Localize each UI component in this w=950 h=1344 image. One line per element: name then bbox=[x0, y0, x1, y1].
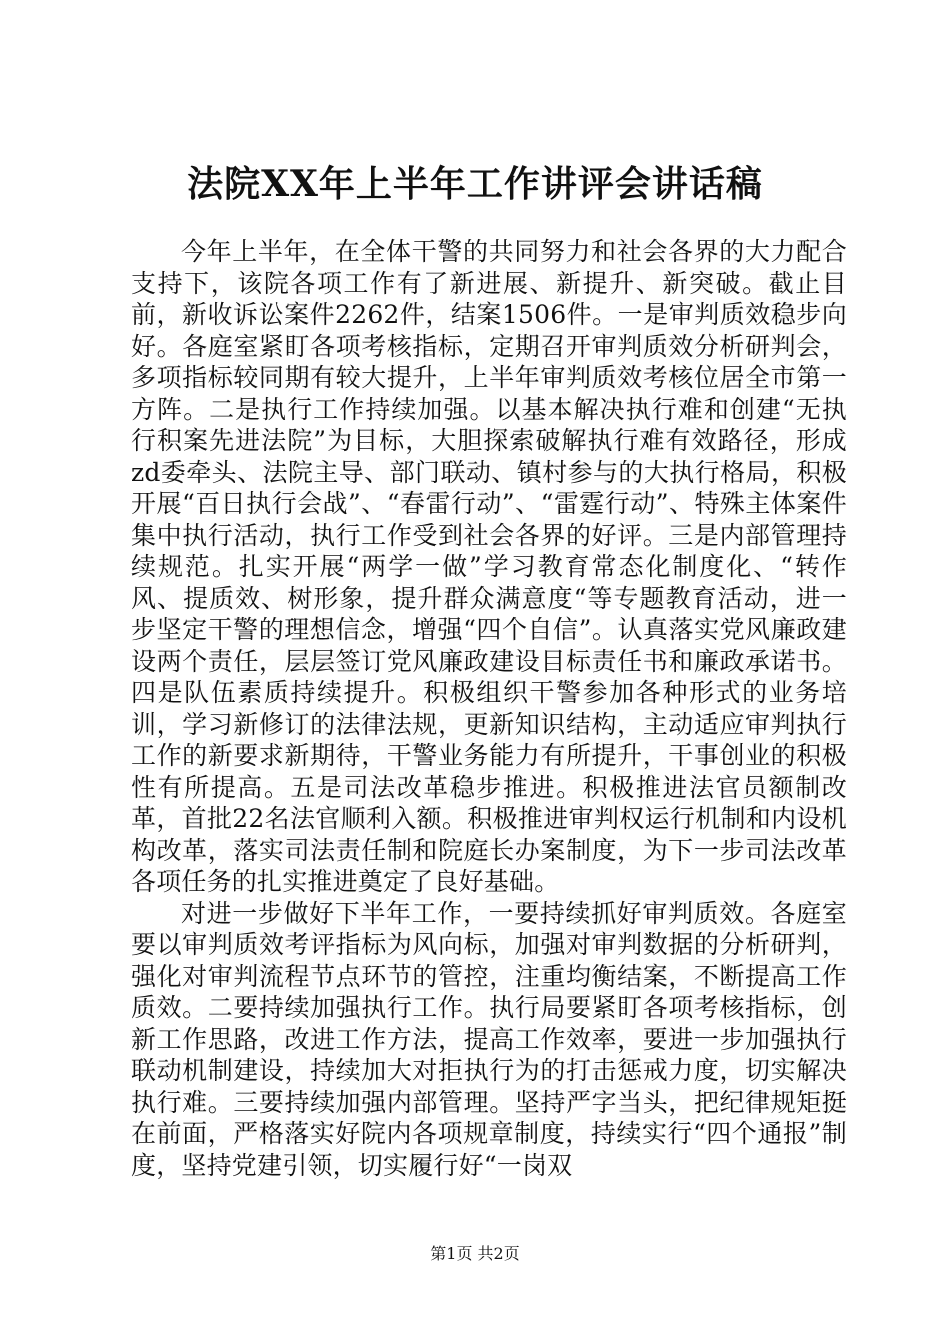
paragraph-2: 对进一步做好下半年工作，一要持续抓好审判质效。各庭室要以审判质效考评指标为风向标，加强对审判数据的分析研判，强化对审判流程节点环节的管控，注重均衡结案，不断提高工作质效。二要持续加强执行工作。执行局要紧盯各项考核指标，创新工作思路，改进工作方法，提高工作效率，要进一步加强执行联动机制建设，持续加大对拒执行为的打击惩戒力度，切实解决执行难。三要持续加强内部管理。坚持严字当头，把纪律规矩挺在前面，严格落实好院内各项规章制度，持续实行“四个通报”制度，坚持党建引领，切实履行好“一岗双 bbox=[131, 898, 847, 1180]
document-body bbox=[131, 236, 847, 1181]
paragraph-1: 今年上半年，在全体干警的共同努力和社会各界的大力配合支持下，该院各项工作有了新进展、新提升、新突破。截止目前，新收诉讼案件2262件，结案1506件。一是审判质效稳步向好。各庭室紧盯各项考核指标，定期召开审判质效分析研判会，多项指标较同期有较大提升，上半年审判质效考核位居全市第一方阵。二是执行工作持续加强。以基本解决执行难和创建“无执行积案先进法院”为目标，大胆探索破解执行难有效路径，形成zd委牵头、法院主导、部门联动、镇村参与的大执行格局，积极开展“百日执行会战”、“春雷行动”、“雷霆行动”、特殊主体案件集中执行活动，执行工作受到社会各界的好评。三是内部管理持续规范。扎实开展“两学一做”学习教育常态化制度化、“转作风、提质效、树形象，提升群众满意度“等专题教育活动，进一步坚定干警的理想信念，增强“四个自信”。认真落实党风廉政建设两个责任，层层签订党风廉政建设目标责任书和廉政承诺书。四是队伍素质持续提升。积极组织干警参加各种形式的业务培训，学习新修订的法律法规，更新知识结构，主动适应审判执行工作的新要求新期待，干警业务能力有所提升，干事创业的积极性有所提高。五是司法改革稳步推进。积极推进法官员额制改革，首批22名法官顺利入额。积极推进审判权运行机制和内设机构改革，落实司法责任制和院庭长办案制度，为下一步司法改革各项任务的扎实推进奠定了良好基础。 bbox=[131, 237, 847, 896]
page-number-footer: 第1页 共2页 bbox=[430, 1244, 520, 1263]
document-title: 法院XX年上半年工作讲评会讲话稿 bbox=[187, 163, 763, 205]
